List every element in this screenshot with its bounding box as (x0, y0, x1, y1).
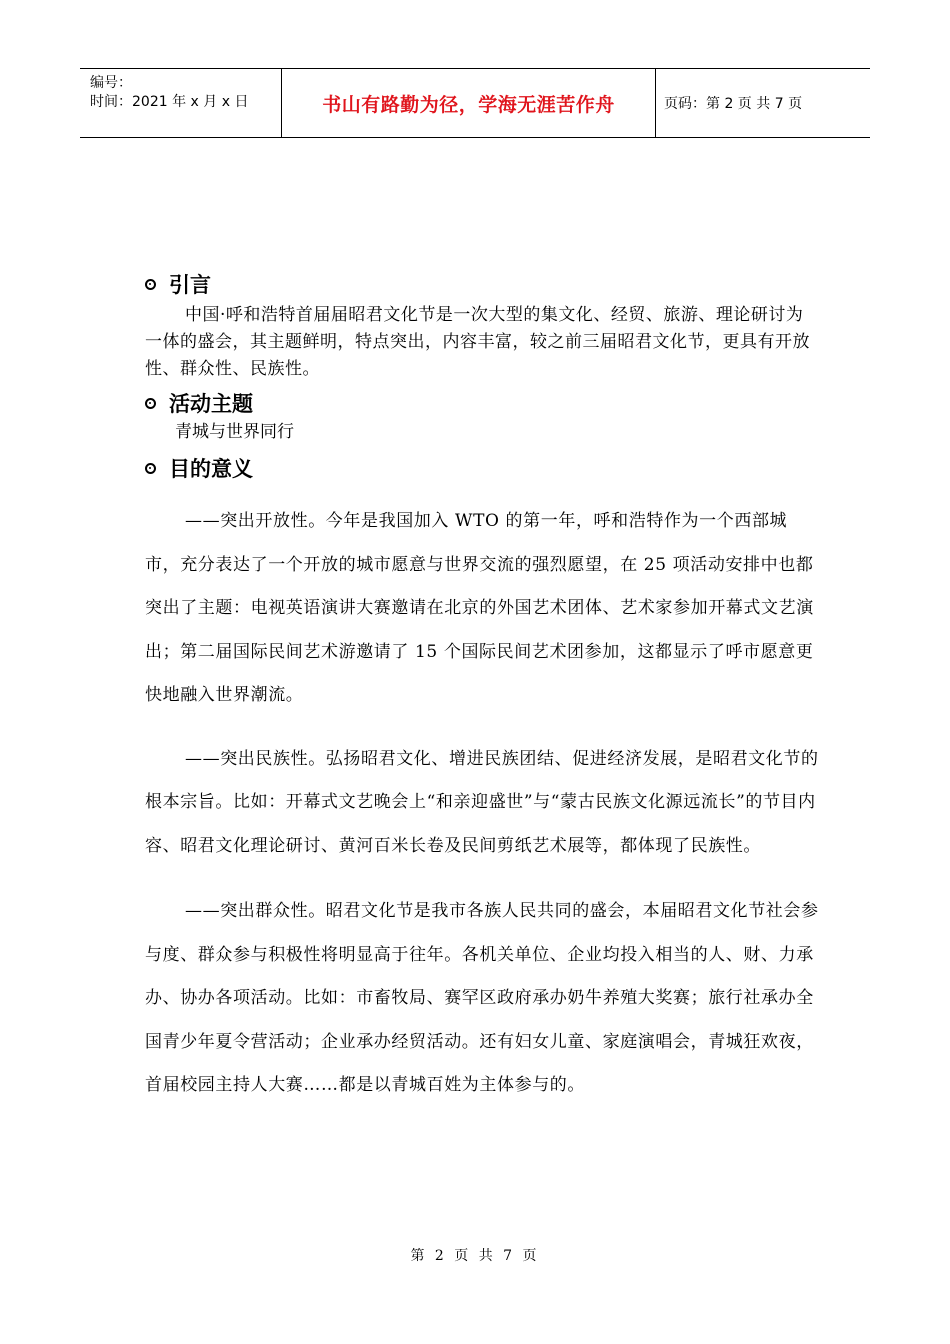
section-title: 活动主题 (169, 392, 253, 416)
page-info: 页码：第 2 页 共 7 页 (664, 96, 803, 112)
section-heading-purpose (145, 452, 820, 484)
purpose-paragraph-openness: ——突出开放性。今年是我国加入 WTO 的第一年，呼和浩特作为一个西部城市，充分表达了一个开放的城市愿意与世界交流的强烈愿望，在 25 项活动安排中也都突出了主题：电视英语演讲大赛邀请在北京的外国艺术团体、艺术家参加开幕式文艺演出；第二届国际民间艺术游邀请了 15 个国际民间艺术团参加，这都显示了呼市愿意更快地融入世界潮流。 (145, 511, 814, 705)
circle-bullet-icon (145, 398, 156, 409)
page-footer: 第 2 页 共 7 页 (410, 1248, 540, 1264)
section-title: 引言 (169, 273, 211, 297)
motto-text: 书山有路勤为径，学海无涯苦作舟 (322, 93, 615, 116)
number-label: 编号： (90, 75, 132, 91)
purpose-paragraph-public: ——突出群众性。昭君文化节是我市各族人民共同的盛会，本届昭君文化节社会参与度、群众参与积极性将明显高于往年。各机关单位、企业均投入相当的人、财、力承办、协办各项活动。比如：市畜牧局、赛罕区政府承办奶牛养殖大奖赛；旅行社承办全国青少年夏令营活动；企业承办经贸活动。还有妇女儿童、家庭演唱会，青城狂欢夜，首届校园主持人大赛……都是以青城百姓为主体参与的。 (145, 901, 819, 1095)
header-meta-cell (80, 69, 282, 137)
circle-bullet-icon (145, 463, 156, 474)
section-heading-intro (145, 268, 820, 300)
section-heading-theme (145, 387, 820, 419)
header-motto-cell (282, 69, 656, 137)
theme-text: 青城与世界同行 (175, 422, 294, 442)
header-page-cell (656, 69, 870, 137)
intro-paragraph: 中国·呼和浩特首届届昭君文化节是一次大型的集文化、经贸、旅游、理论研讨为一体的盛会，其主题鲜明，特点突出，内容丰富，较之前三届昭君文化节，更具有开放性、群众性、民族性。 (145, 305, 810, 379)
header-table (80, 68, 870, 138)
section-title: 目的意义 (169, 457, 253, 481)
document-body (145, 268, 820, 1108)
purpose-paragraph-ethnic: ——突出民族性。弘扬昭君文化、增进民族团结、促进经济发展，是昭君文化节的根本宗旨。比如：开幕式文艺晚会上“和亲迎盛世”与“蒙古民族文化源远流长”的节目内容、昭君文化理论研讨、黄河百米长卷及民间剪纸艺术展等，都体现了民族性。 (145, 748, 819, 856)
circle-bullet-icon (145, 279, 156, 290)
date-label: 时间：2021 年 x 月 x 日 (90, 94, 249, 110)
